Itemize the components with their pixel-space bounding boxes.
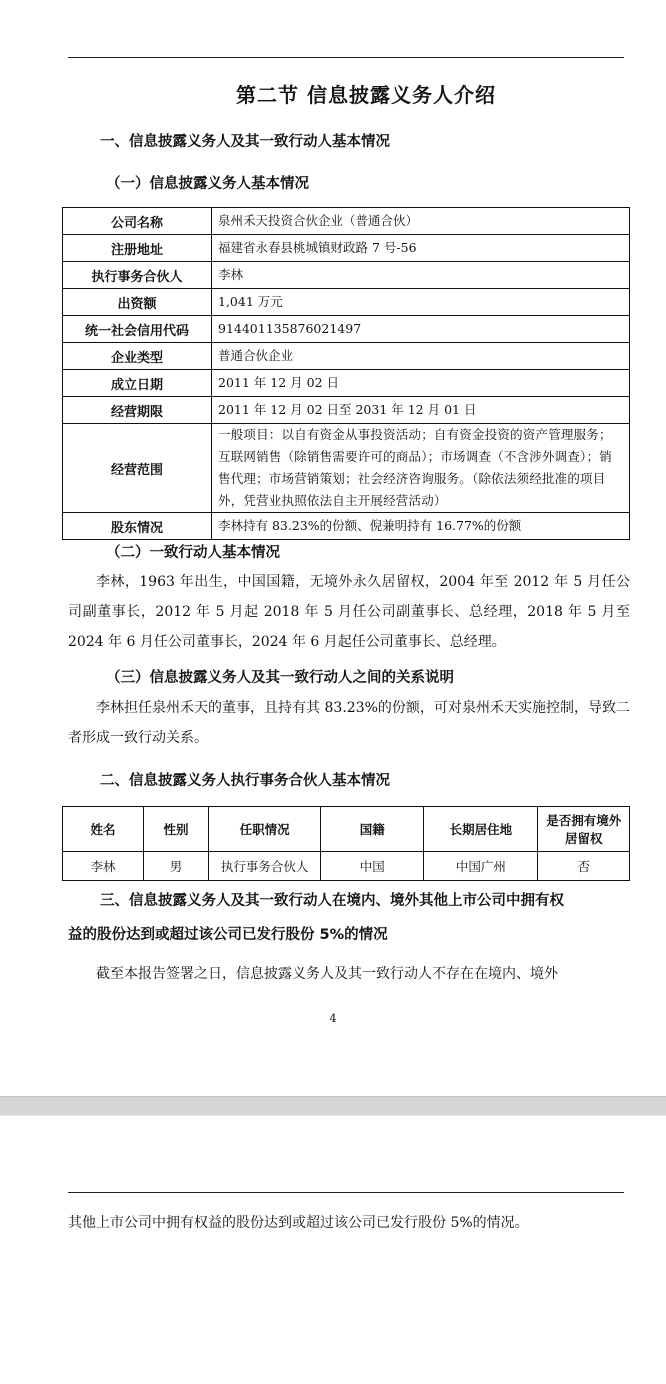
row-value: 914401135876021497: [212, 316, 630, 343]
table-cell: 执行事务合伙人: [208, 852, 320, 881]
row-value: 普通合伙企业: [212, 343, 630, 370]
column-header: 是否拥有境外居留权: [538, 807, 630, 852]
row-label: 经营期限: [63, 397, 212, 424]
row-label: 出资额: [63, 289, 212, 316]
row-value: 一般项目：以自有资金从事投资活动；自有资金投资的资产管理服务；互联网销售（除销售需要许可的商品）；市场调查（不含涉外调查）；销售代理；市场营销策划；社会经济咨询服务。（除依法须经批准的项目外，凭营业执照依法自主开展经营活动）: [212, 424, 630, 513]
section3-paragraph: [68, 959, 630, 989]
table-cell: 中国: [321, 852, 424, 881]
basic-info-table: [62, 207, 630, 540]
row-label: 成立日期: [63, 370, 212, 397]
page-separator: [0, 1096, 666, 1116]
row-value: 李林: [212, 262, 630, 289]
row-label: 经营范围: [63, 424, 212, 513]
row-value: 1,041 万元: [212, 289, 630, 316]
sub3-paragraph: [68, 693, 630, 753]
table-row: [63, 343, 630, 370]
section3-heading-line2: 益的股份达到或超过该公司已发行股份 5%的情况: [68, 927, 388, 943]
table-row: [63, 262, 630, 289]
table-row: [63, 852, 630, 881]
sub2-heading: （二）一致行动人基本情况: [106, 545, 280, 561]
row-label: 注册地址: [63, 235, 212, 262]
table-row: [63, 424, 630, 513]
row-label: 公司名称: [63, 208, 212, 235]
row-label: 统一社会信用代码: [63, 316, 212, 343]
row-value: 泉州禾天投资合伙企业（普通合伙）: [212, 208, 630, 235]
row-label: 股东情况: [63, 513, 212, 540]
page-number: 4: [329, 1012, 337, 1025]
row-label: 企业类型: [63, 343, 212, 370]
table-row: [63, 235, 630, 262]
sub3-heading: （三）信息披露义务人及其一致行动人之间的关系说明: [106, 670, 454, 686]
table-row: [63, 208, 630, 235]
page-title: 第二节 信息披露义务人介绍: [236, 83, 496, 107]
row-value: 2011 年 12 月 02 日: [212, 370, 630, 397]
header-rule: [68, 57, 624, 58]
row-value: 李林持有 83.23%的份额、倪兼明持有 16.77%的份额: [212, 513, 630, 540]
column-header: 长期居住地: [424, 807, 538, 852]
row-label: 执行事务合伙人: [63, 262, 212, 289]
paragraph-text: 李林，1963 年出生，中国国籍，无境外永久居留权，2004 年至 2012 年 5 月任公司副董事长，2012 年 5 月起 2018 年 5 月任公司副董事长、总经理，2018 年 5 月至 2024 年 6 月任公司董事长，2024 年 6 月起任公司董事长、总经理。: [68, 574, 630, 650]
table-cell: 中国广州: [424, 852, 538, 881]
table-row: [63, 513, 630, 540]
table-row: [63, 397, 630, 424]
table-row: [63, 370, 630, 397]
sub2-paragraph: [68, 567, 630, 657]
table-row: [63, 316, 630, 343]
row-value: 福建省永春县桃城镇财政路 7 号-56: [212, 235, 630, 262]
column-header: 性别: [144, 807, 209, 852]
column-header: 姓名: [63, 807, 144, 852]
next-page-header-rule: [68, 1192, 624, 1193]
table-row: [63, 289, 630, 316]
partner-table: [62, 806, 630, 881]
sub1-heading: （一）信息披露义务人基本情况: [106, 176, 309, 192]
table-header-row: [63, 807, 630, 852]
next-page-text: 其他上市公司中拥有权益的股份达到或超过该公司已发行股份 5%的情况。: [68, 1215, 529, 1231]
row-value: 2011 年 12 月 02 日至 2031 年 12 月 01 日: [212, 397, 630, 424]
section3-heading-line1: 三、信息披露义务人及其一致行动人在境内、境外其他上市公司中拥有权: [100, 893, 564, 909]
table-cell: 李林: [63, 852, 144, 881]
table-cell: 男: [144, 852, 209, 881]
section1-heading: 一、信息披露义务人及其一致行动人基本情况: [100, 134, 390, 150]
paragraph-text: 截至本报告签署之日，信息披露义务人及其一致行动人不存在在境内、境外: [96, 966, 558, 982]
column-header: 任职情况: [208, 807, 320, 852]
column-header: 国籍: [321, 807, 424, 852]
table-cell: 否: [538, 852, 630, 881]
section2-heading: 二、信息披露义务人执行事务合伙人基本情况: [100, 773, 390, 789]
paragraph-text: 李林担任泉州禾天的董事，且持有其 83.23%的份额，可对泉州禾天实施控制，导致二者形成一致行动关系。: [68, 700, 630, 746]
